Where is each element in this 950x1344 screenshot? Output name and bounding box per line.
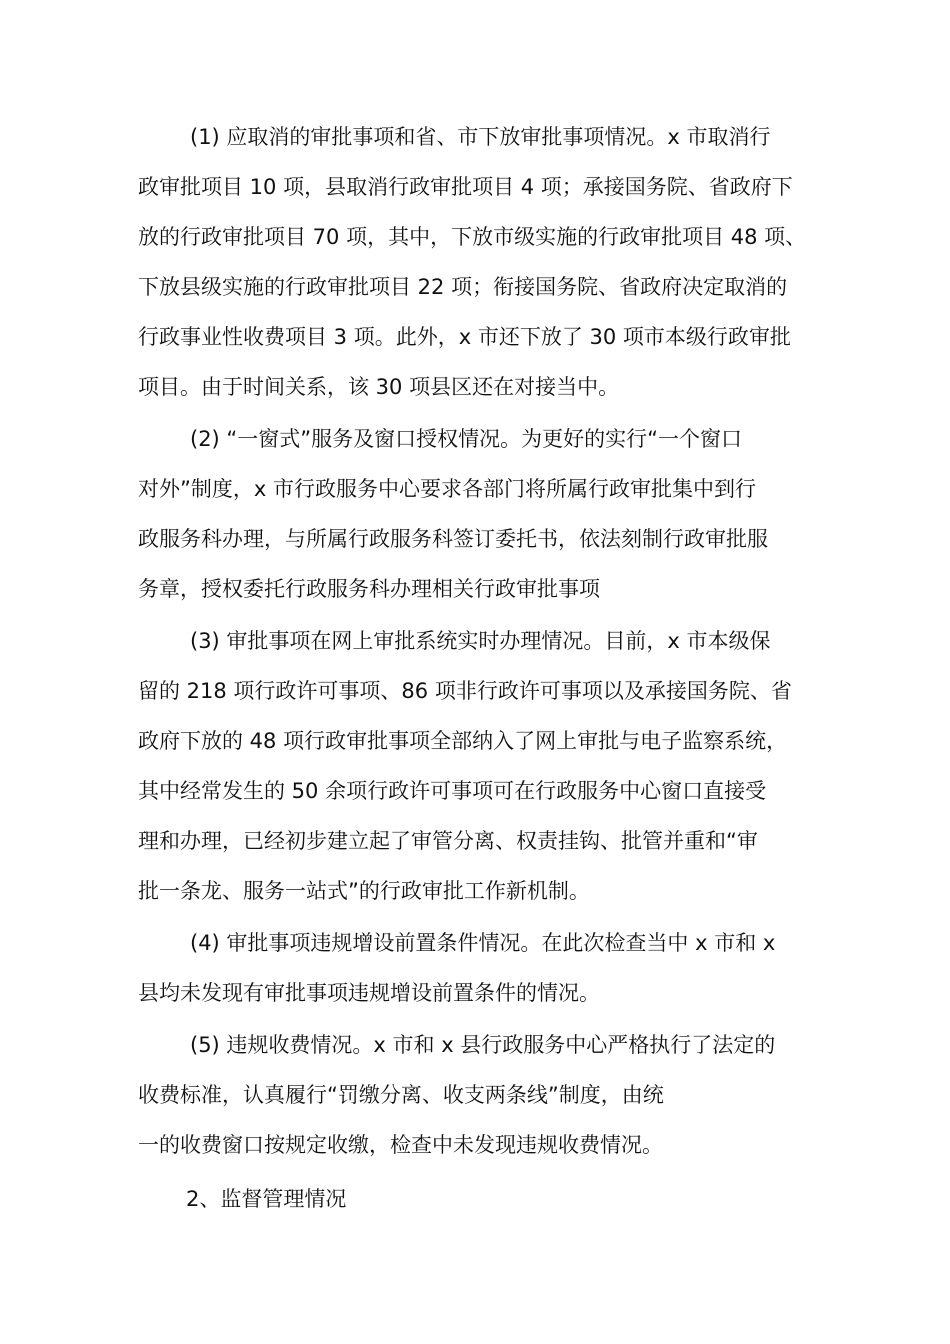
paragraph-3-line-5: 理和办理，已经初步建立起了审管分离、权责挂钩、批管并重和“审 (138, 829, 758, 853)
paragraph-2-line-4: 务章，授权委托行政服务科办理相关行政审批事项 (138, 577, 600, 601)
paragraph-2-line-2: 对外”制度，x 市行政服务中心要求各部门将所属行政审批集中到行 (138, 477, 756, 501)
paragraph-1-line-6: 项目。由于时间关系，该 30 项县区还在对接当中。 (138, 375, 620, 399)
paragraph-3-line-3: 政府下放的 48 项行政审批事项全部纳入了网上审批与电子监察系统， (138, 729, 788, 753)
paragraph-3-line-1: (3) 审批事项在网上审批系统实时办理情况。目前，x 市本级保 (190, 629, 771, 653)
paragraph-5-line-3: 一的收费窗口按规定收缴，检查中未发现违规收费情况。 (138, 1133, 663, 1157)
section-heading: 2、监督管理情况 (186, 1187, 347, 1211)
paragraph-2-line-1: (2) “一窗式”服务及窗口授权情况。为更好的实行“一个窗口 (190, 427, 743, 451)
paragraph-2-line-3: 政服务科办理，与所属行政服务科签订委托书，依法刻制行政审批服 (138, 527, 768, 551)
paragraph-4-line-2: 县均未发现有审批事项违规增设前置条件的情况。 (138, 981, 600, 1005)
paragraph-1-line-3: 放的行政审批项目 70 项，其中，下放市级实施的行政审批项目 48 项、 (138, 225, 807, 249)
paragraph-5-line-2: 收费标准，认真履行“罚缴分离、收支两条线”制度，由统 (138, 1083, 664, 1107)
paragraph-3-line-4: 其中经常发生的 50 余项行政许可事项可在行政服务中心窗口直接受 (138, 779, 767, 803)
paragraph-1-line-2: 政审批项目 10 项，县取消行政审批项目 4 项；承接国务院、省政府下 (138, 175, 793, 199)
paragraph-4-line-1: (4) 审批事项违规增设前置条件情况。在此次检查当中 x 市和 x (190, 931, 776, 955)
paragraph-3-line-6: 批一条龙、服务一站式”的行政审批工作新机制。 (138, 879, 590, 903)
paragraph-1-line-1: (1) 应取消的审批事项和省、市下放审批事项情况。x 市取消行 (190, 125, 771, 149)
paragraph-1-line-4: 下放县级实施的行政审批项目 22 项；衔接国务院、省政府决定取消的 (138, 275, 788, 299)
paragraph-1-line-5: 行政事业性收费项目 3 项。此外，x 市还下放了 30 项市本级行政审批 (138, 325, 791, 349)
paragraph-5-line-1: (5) 违规收费情况。x 市和 x 县行政服务中心严格执行了法定的 (190, 1033, 776, 1057)
paragraph-3-line-2: 留的 218 项行政许可事项、86 项非行政许可事项以及承接国务院、省 (138, 679, 792, 703)
